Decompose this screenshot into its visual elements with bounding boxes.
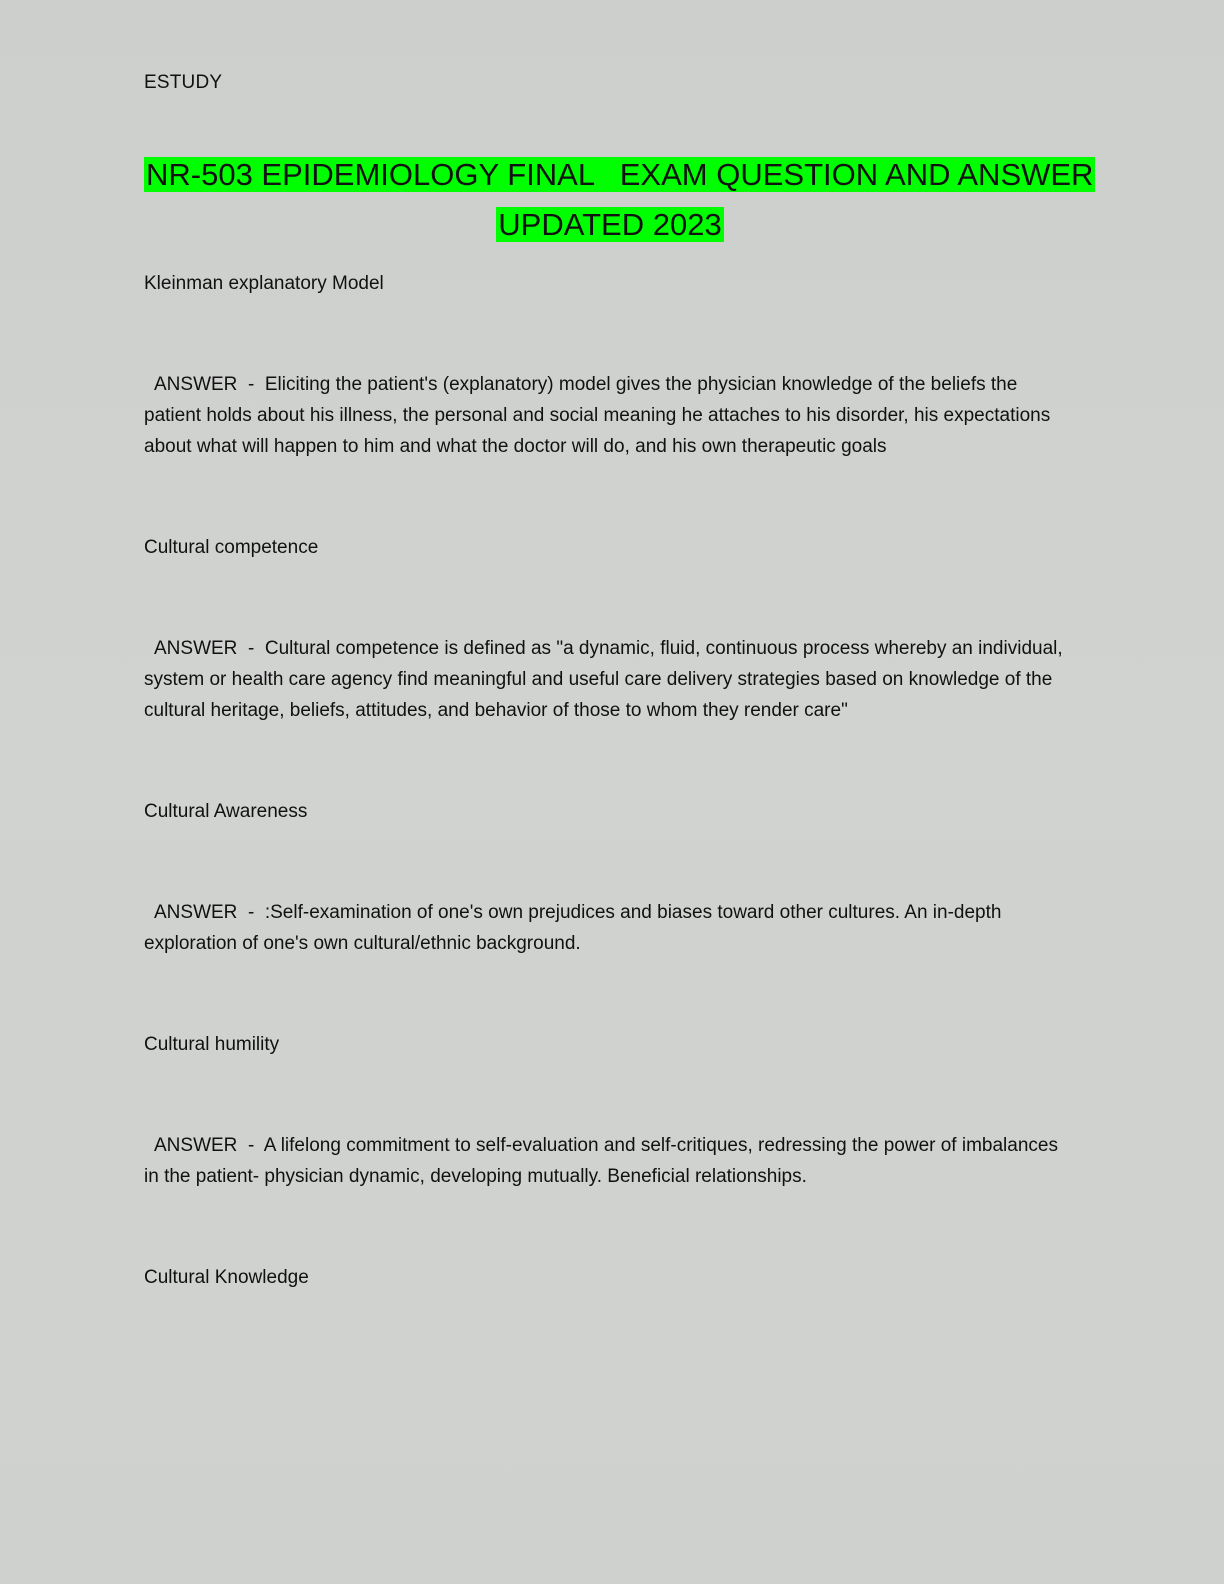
answer-text: A lifelong commitment to self-evaluation and self-critiques, redressing the power of imbalances in the patient- physician dynamic, developing mutually. Beneficial relationships. [144, 1135, 1058, 1187]
term: Cultural Awareness [144, 801, 308, 822]
qa-entry [144, 1029, 1076, 1192]
qa-entry [144, 268, 1076, 462]
term: Cultural humility [144, 1034, 280, 1055]
qa-entry [144, 1262, 1076, 1293]
answer [144, 369, 1076, 462]
answer-text: Eliciting the patient's (explanatory) model gives the physician knowledge of the beliefs the patient holds about his illness, the personal and social meaning he attaches to his disorder, his expectations about what will happen to him and what the doctor will do, and his own therapeutic goals [144, 374, 1051, 457]
qa-entry [144, 796, 1076, 959]
answer-prefix: ANSWER - [154, 374, 265, 395]
qa-entry [144, 532, 1076, 726]
answer [144, 1130, 1076, 1192]
answer-text: Cultural competence is defined as "a dynamic, fluid, continuous process whereby an individual, system or health care agency find meaningful and useful care delivery strategies based on knowledge of the cultural heritage, beliefs, attitudes, and behavior of those to whom they render care" [144, 638, 1063, 721]
answer [144, 897, 1076, 959]
title-line-1: NR-503 EPIDEMIOLOGY FINAL EXAM QUESTION AND ANSWER [146, 157, 1094, 192]
qa-list [144, 268, 1076, 1293]
term: Kleinman explanatory Model [144, 273, 384, 294]
answer [144, 633, 1076, 726]
answer-prefix: ANSWER - [154, 638, 265, 659]
answer-prefix: ANSWER - [154, 1135, 264, 1156]
header-label: ESTUDY [144, 72, 223, 93]
term: Cultural Knowledge [144, 1267, 309, 1288]
answer-text: :Self-examination of one's own prejudices and biases toward other cultures. An in-depth exploration of one's own cultural/ethnic background. [144, 902, 1002, 954]
answer-prefix: ANSWER - [154, 902, 265, 923]
document-title [144, 150, 1094, 250]
title-line-2: UPDATED 2023 [498, 207, 722, 242]
term: Cultural competence [144, 537, 319, 558]
